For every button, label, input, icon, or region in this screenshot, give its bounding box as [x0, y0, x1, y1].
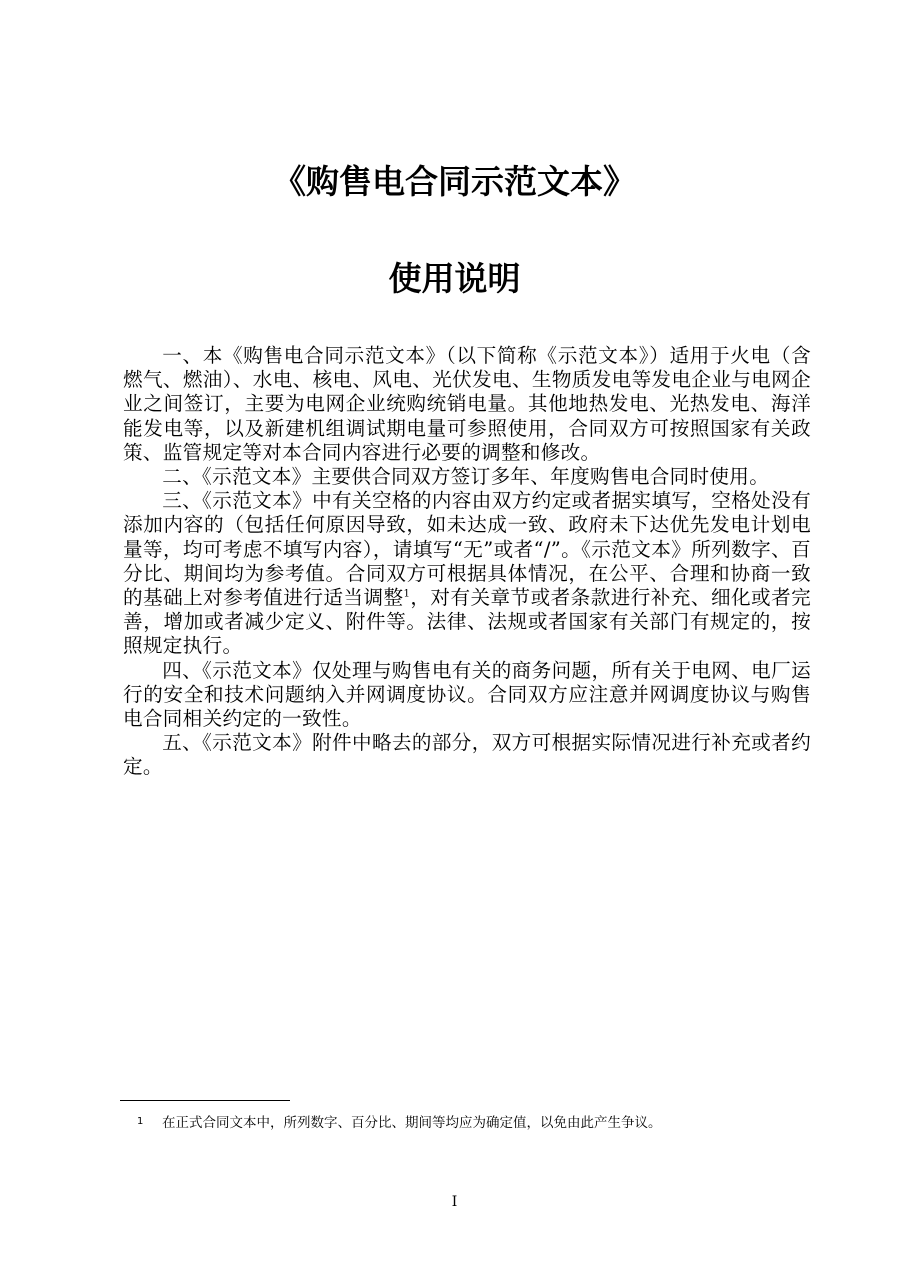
paragraph-4-text: 四、《示范文本》仅处理与购售电有关的商务问题，所有关于电网、电厂运行的安全和技术问题纳入并网调度协议。合同双方应注意并网调度协议与购售电合同相关约定的一致性。	[123, 658, 811, 731]
paragraph-5-text: 五、《示范文本》附件中略去的部分，双方可根据实际情况进行补充或者约定。	[123, 731, 811, 779]
paragraph-3	[123, 489, 811, 658]
page-number: I	[451, 1194, 458, 1210]
paragraph-3-text-before: 三、《示范文本》中有关空格的内容由双方约定或者据实填写，空格处没有添加内容的（包括任何原因导致，如未达成一致、政府未下达优先发电计划电量等，均可考虑不填写内容），请填写“无”或者“/”。《示范文本》所列数字、百分比、期间均为参考值。合同双方可根据具体情况，在公平、合理和协商一致的基础上对参考值进行适当调整	[123, 489, 811, 610]
paragraph-3-text-after: ，对有关章节或者条款进行补充、细化或者完善，增加或者减少定义、附件等。法律、法规或者国家有关部门有规定的，按照规定执行。	[123, 586, 811, 658]
paragraph-2	[123, 465, 811, 489]
paragraph-5	[123, 731, 811, 779]
paragraph-1	[123, 344, 811, 465]
document-title: 《购售电合同示范文本》	[273, 162, 636, 201]
paragraph-4	[123, 659, 811, 732]
footnote-text: 在正式合同文本中，所列数字、百分比、期间等均应为确定值，以免由此产生争议。	[162, 1115, 662, 1131]
paragraph-1-text: 一、本《购售电合同示范文本》（以下简称《示范文本》）适用于火电（含燃气、燃油）、水电、核电、风电、光伏发电、生物质发电等发电企业与电网企业之间签订，主要为电网企业统购统销电量。其他地热发电、光热发电、海洋能发电等，以及新建机组调试期电量可参照使用，合同双方可按照国家有关政策、监管规定等对本合同内容进行必要的调整和修改。	[123, 344, 811, 464]
footnote-separator	[120, 1100, 290, 1101]
footnote-reference[interactable]: 1	[403, 588, 411, 600]
document-subtitle: 使用说明	[388, 259, 521, 298]
footnote	[120, 1113, 820, 1133]
paragraph-2-text: 二、《示范文本》主要供合同双方签订多年、年度购售电合同时使用。	[162, 465, 770, 489]
document-body	[123, 344, 811, 780]
footnote-number: 1	[137, 1116, 144, 1127]
